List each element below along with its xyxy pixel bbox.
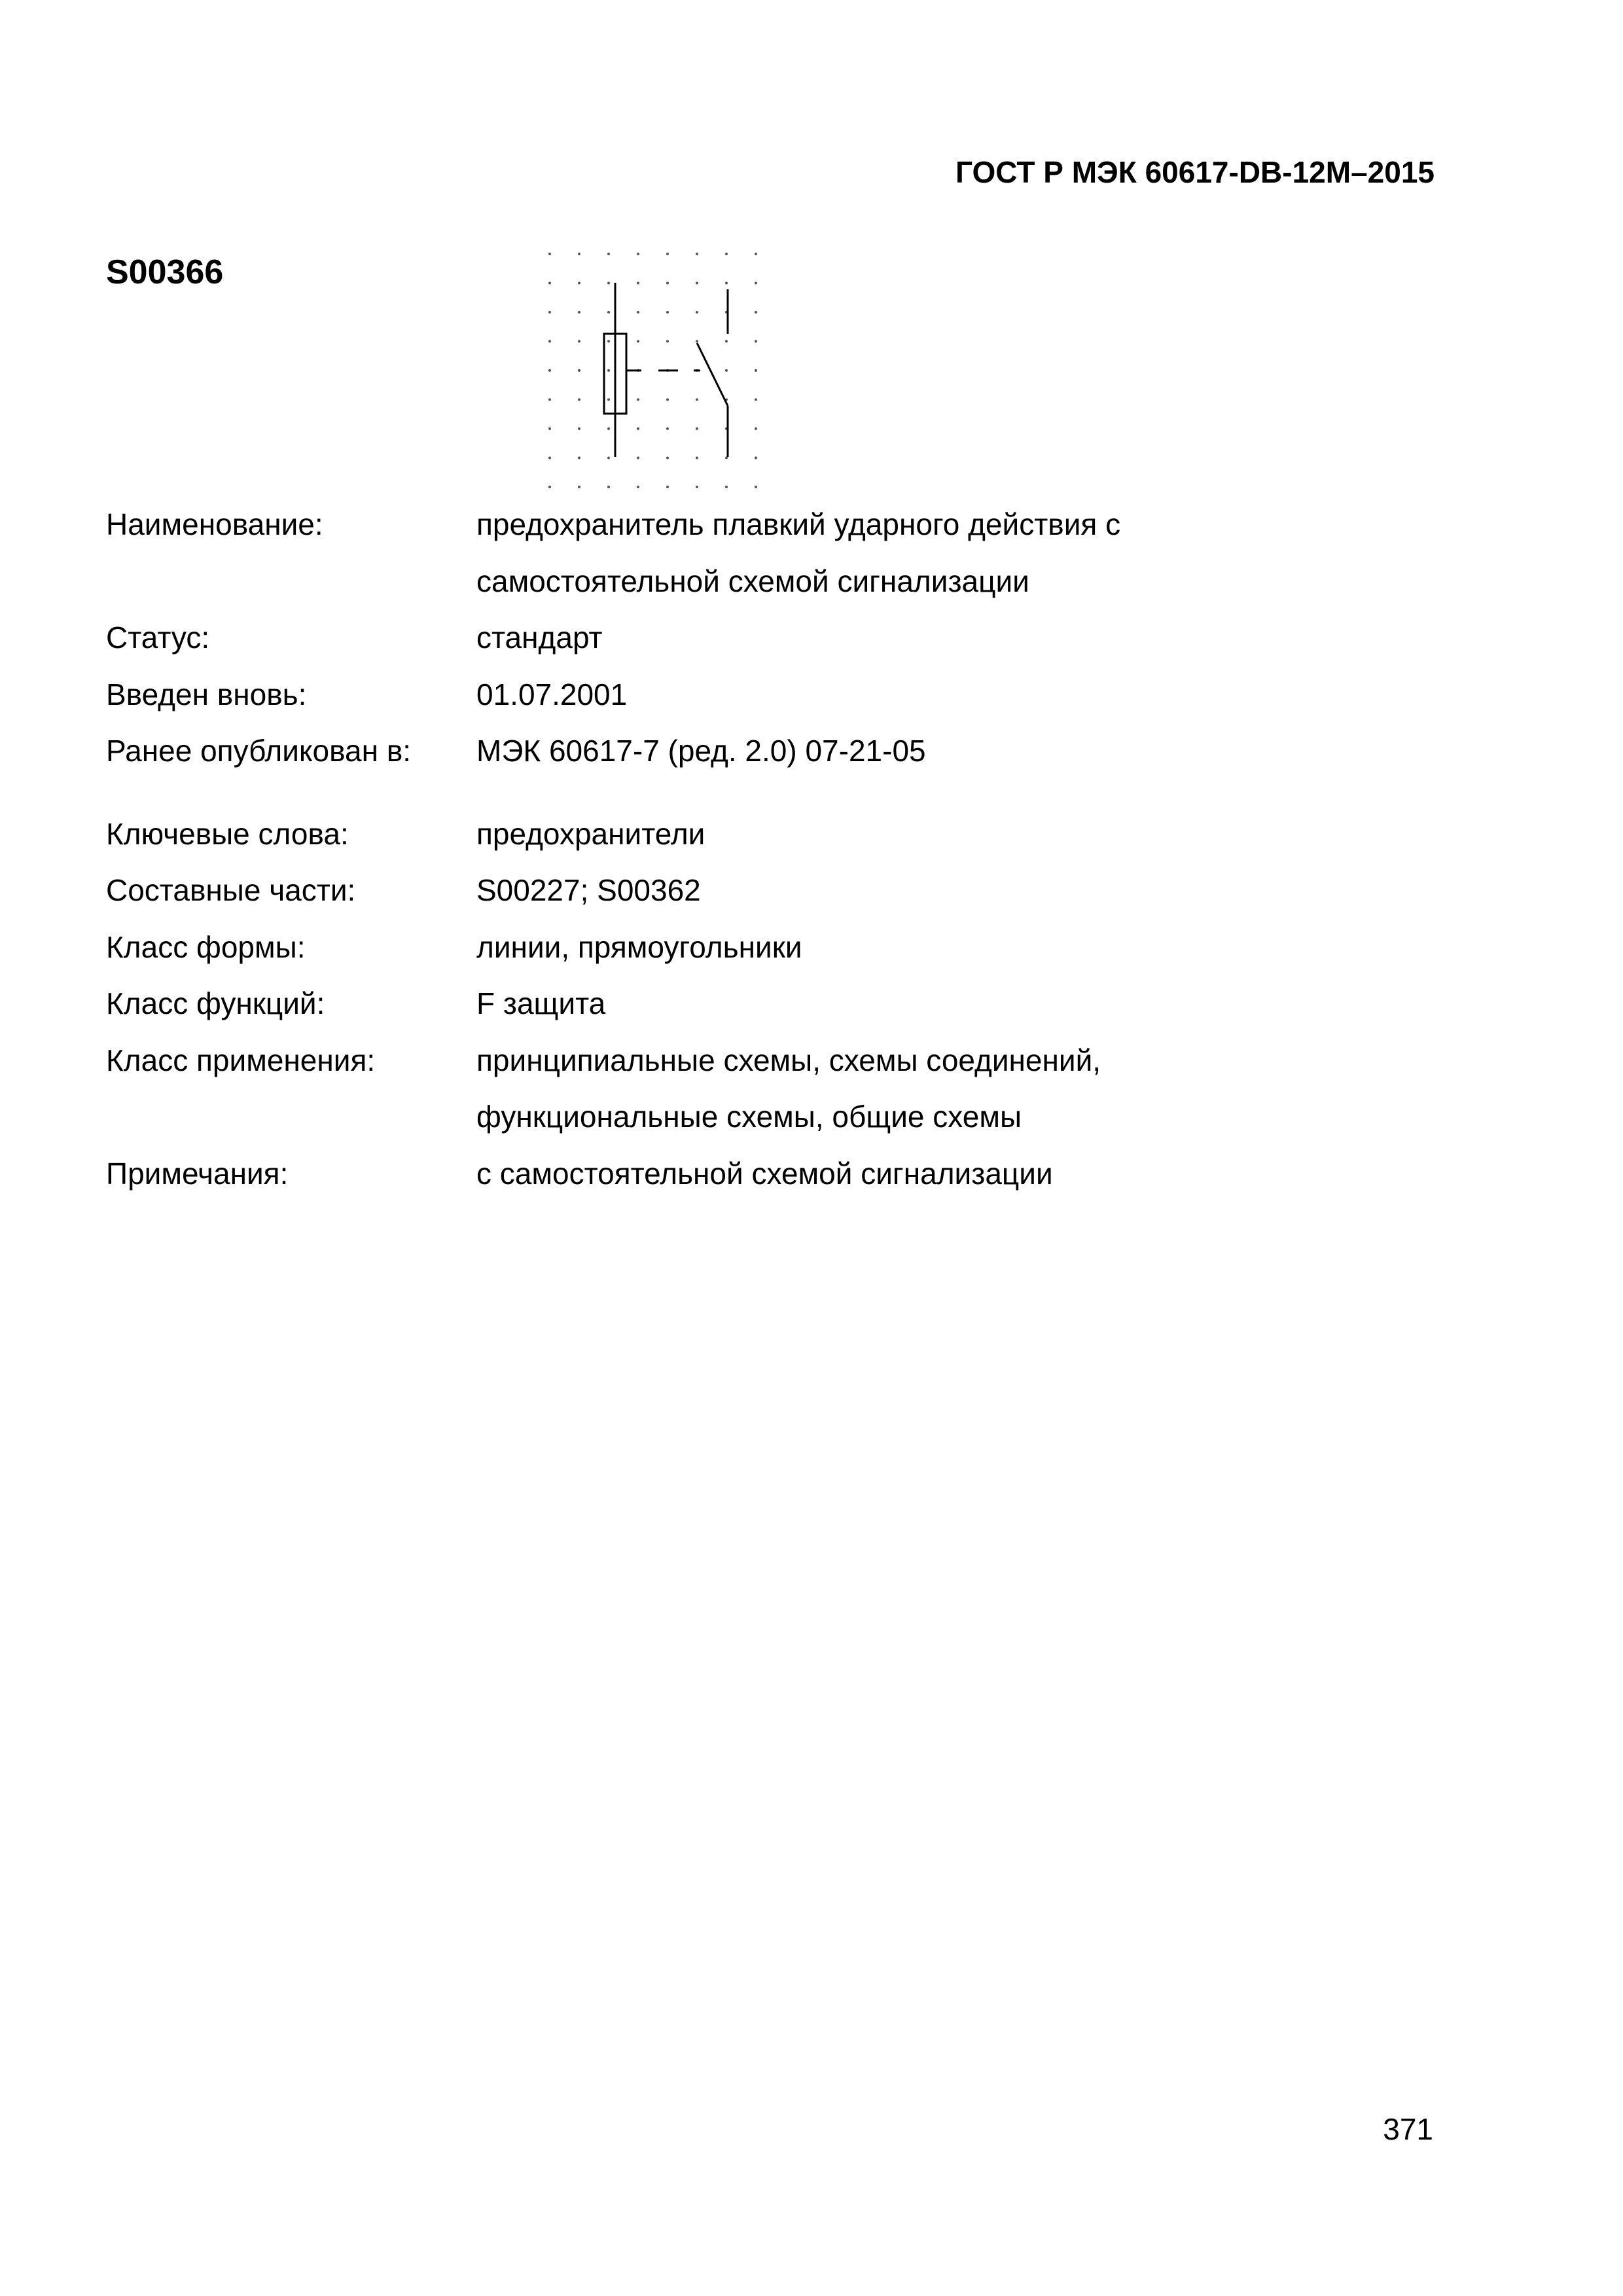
grid-dot: [696, 340, 698, 343]
grid-dot: [607, 427, 610, 430]
grid-dot: [755, 486, 757, 488]
grid-dot: [666, 427, 669, 430]
grid-dot: [548, 399, 551, 401]
property-value: [476, 496, 1448, 609]
property-value-line: предохранители: [476, 816, 705, 851]
property-value-line: S00227; S00362: [476, 873, 701, 907]
property-label: Примечания:: [106, 1156, 289, 1191]
grid-dot: [666, 311, 669, 314]
property-row: [106, 496, 1448, 609]
property-value: [476, 975, 1448, 1032]
property-value-line: функциональные схемы, общие схемы: [476, 1100, 1022, 1134]
grid-dot: [755, 457, 757, 459]
property-row: [106, 666, 1448, 723]
grid-dot: [578, 457, 580, 459]
grid-dot: [607, 282, 610, 285]
property-value: [476, 806, 1448, 863]
grid-dot: [725, 457, 728, 459]
contact-blade: [697, 343, 728, 406]
property-value: [476, 1145, 1448, 1202]
property-value-line: стандарт: [476, 620, 603, 655]
property-value: [476, 1032, 1448, 1145]
grid-dot: [666, 486, 669, 488]
property-value-line: принципиальные схемы, схемы соединений,: [476, 1043, 1101, 1077]
grid-dot: [725, 253, 728, 255]
grid-dot: [548, 486, 551, 488]
grid-dot: [725, 486, 728, 488]
property-row: [106, 1145, 1448, 1202]
grid-dot: [548, 253, 551, 255]
grid-dot: [637, 253, 639, 255]
grid-dot: [755, 253, 757, 255]
grid-dot: [548, 311, 551, 314]
grid-dot: [548, 282, 551, 285]
grid-dots: [548, 253, 757, 488]
property-value-line: самостоятельной схемой сигнализации: [476, 564, 1029, 598]
grid-dot: [696, 399, 698, 401]
grid-dot: [755, 369, 757, 372]
grid-dot: [755, 282, 757, 285]
grid-dot: [696, 427, 698, 430]
grid-dot: [578, 427, 580, 430]
grid-dot: [548, 340, 551, 343]
property-value: [476, 666, 1448, 723]
grid-dot: [578, 399, 580, 401]
property-label: Класс применения:: [106, 1043, 376, 1077]
grid-dot: [666, 457, 669, 459]
property-row: [106, 1032, 1448, 1145]
property-value-line: МЭК 60617-7 (ред. 2.0) 07-21-05: [476, 734, 926, 768]
property-label: Статус:: [106, 620, 210, 655]
grid-dot: [578, 311, 580, 314]
grid-dot: [696, 282, 698, 285]
grid-dot: [725, 369, 728, 372]
property-value: [476, 862, 1448, 919]
grid-dot: [696, 253, 698, 255]
grid-dot: [637, 427, 639, 430]
property-row: [106, 806, 1448, 863]
symbol-id: S00366: [106, 253, 224, 291]
property-row: [106, 975, 1448, 1032]
property-label: Ранее опубликован в:: [106, 734, 412, 768]
grid-dot: [696, 457, 698, 459]
property-label: Наименование:: [106, 507, 323, 541]
grid-dot: [637, 399, 639, 401]
grid-dot: [607, 340, 610, 343]
property-row: [106, 609, 1448, 666]
grid-dot: [725, 340, 728, 343]
property-value: [476, 609, 1448, 666]
symbol-properties: [106, 496, 1448, 1202]
property-label: Введен вновь:: [106, 677, 307, 711]
property-row: [106, 919, 1448, 976]
document-standard-header: ГОСТ Р МЭК 60617-DB-12M–2015: [955, 155, 1435, 189]
grid-dot: [548, 457, 551, 459]
property-label: Класс функций:: [106, 986, 325, 1020]
property-row: [106, 862, 1448, 919]
grid-dot: [637, 486, 639, 488]
grid-dot: [755, 340, 757, 343]
grid-dot: [607, 457, 610, 459]
grid-dot: [755, 427, 757, 430]
grid-dot: [548, 427, 551, 430]
grid-dot: [666, 340, 669, 343]
grid-dot: [578, 340, 580, 343]
grid-dot: [607, 486, 610, 488]
grid-dot: [578, 486, 580, 488]
grid-dot: [666, 399, 669, 401]
grid-dot: [696, 311, 698, 314]
grid-dot: [607, 399, 610, 401]
grid-dot: [607, 369, 610, 372]
grid-dot: [548, 369, 551, 372]
fuse-symbol-icon: [537, 242, 759, 497]
property-value: [476, 723, 1448, 780]
grid-dot: [666, 282, 669, 285]
grid-dot: [637, 457, 639, 459]
grid-dot: [578, 253, 580, 255]
property-value: [476, 919, 1448, 976]
property-value-line: линии, прямоугольники: [476, 929, 802, 964]
property-value-line: 01.07.2001: [476, 677, 628, 711]
grid-dot: [607, 253, 610, 255]
property-value-line: F защита: [476, 986, 606, 1020]
grid-dot: [578, 369, 580, 372]
grid-dot: [637, 311, 639, 314]
grid-dot: [666, 253, 669, 255]
property-row: [106, 723, 1448, 780]
grid-dot: [725, 282, 728, 285]
grid-dot: [637, 282, 639, 285]
grid-dot: [755, 399, 757, 401]
grid-dot: [637, 340, 639, 343]
property-value-line: с самостоятельной схемой сигнализации: [476, 1156, 1053, 1191]
grid-dot: [607, 311, 610, 314]
grid-dot: [696, 486, 698, 488]
property-value-line: предохранитель плавкий ударного действия с: [476, 507, 1121, 541]
property-label: Составные части:: [106, 873, 356, 907]
property-label: Класс формы:: [106, 929, 306, 964]
grid-dot: [578, 282, 580, 285]
page-number: 371: [1383, 2112, 1433, 2146]
property-label: Ключевые слова:: [106, 816, 349, 851]
grid-dot: [755, 311, 757, 314]
